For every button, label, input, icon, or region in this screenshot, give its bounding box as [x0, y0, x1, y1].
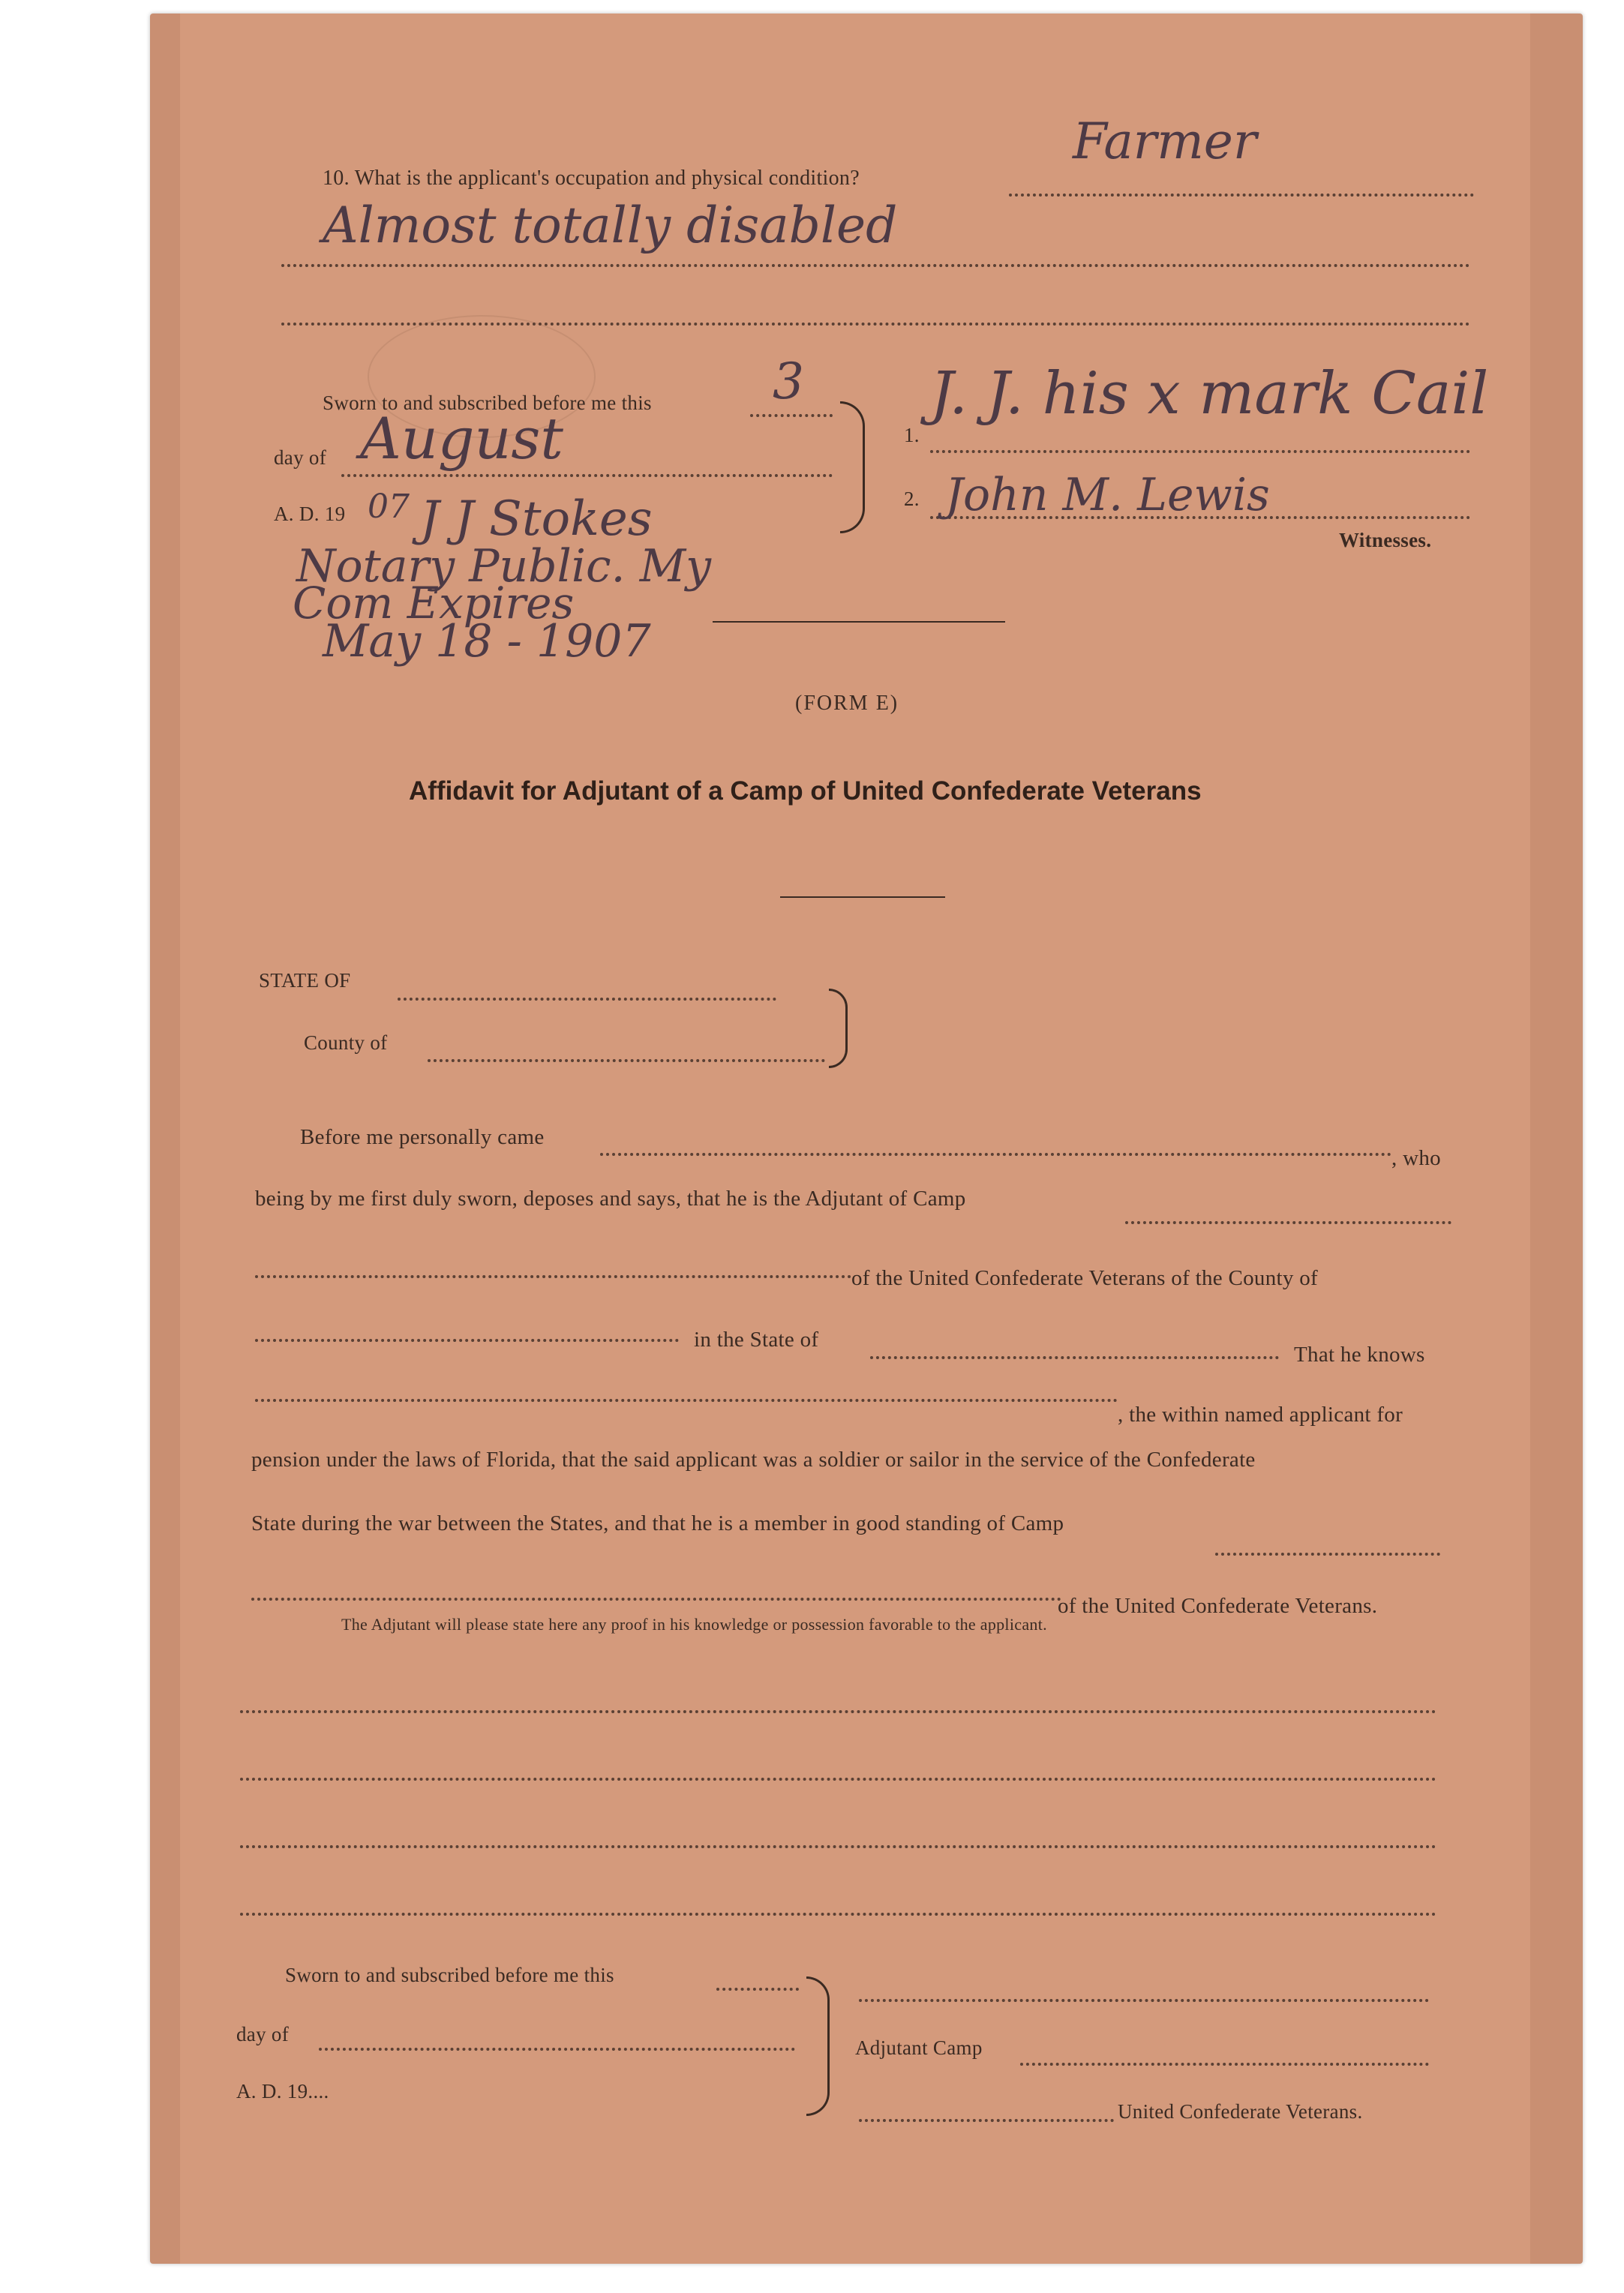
fill-line — [1125, 1221, 1451, 1224]
fill-line — [859, 2119, 1114, 2122]
adjutant-note: The Adjutant will please state here any proof in his knowledge or possession favorable to the applicant. — [341, 1615, 1047, 1634]
fill-line — [1020, 2063, 1429, 2066]
witness2-number: 2. — [904, 488, 920, 510]
notary-expiry: May 18 - 1907 — [323, 615, 651, 668]
fill-line — [1215, 1553, 1440, 1556]
day-of-label-top: day of — [274, 446, 327, 469]
witness1-number: 1. — [904, 424, 920, 446]
county-of-label: County of — [304, 1031, 388, 1054]
ad-label-bottom: A. D. 19.... — [236, 2080, 329, 2102]
state-of-label: STATE OF — [259, 969, 351, 992]
occupation-answer: Farmer — [1073, 113, 1257, 170]
sworn-day-value: 3 — [773, 353, 804, 410]
answer-line — [281, 264, 1470, 267]
proof-line-4 — [240, 1913, 1436, 1916]
fill-line — [716, 1988, 799, 1991]
p4-that-he-knows: That he knows — [1294, 1343, 1425, 1367]
fill-line — [319, 2048, 795, 2051]
p1-who: , who — [1391, 1146, 1441, 1170]
p7-good-standing: State during the war between the States, and that he is a member in good standing of Camp — [251, 1511, 1064, 1535]
proof-line-3 — [240, 1845, 1436, 1848]
fill-line — [251, 1598, 1061, 1601]
witnesses-label: Witnesses. — [1339, 529, 1432, 551]
condition-answer: Almost totally disabled — [323, 197, 898, 254]
day-of-label-bottom: day of — [236, 2023, 290, 2045]
year-value: 07 — [368, 488, 410, 526]
witness1-signature: J. J. his x mark Cail — [930, 360, 1489, 428]
p4-state-of: in the State of — [694, 1328, 819, 1352]
notary-title: Notary Public. My — [296, 540, 712, 593]
notary-signature: J J Stokes — [420, 491, 653, 547]
p1-before-me: Before me personally came — [300, 1125, 545, 1149]
fill-line — [341, 474, 833, 477]
form-e-label: (FORM E) — [795, 692, 899, 715]
ucv-signature-label: United Confederate Veterans. — [1118, 2100, 1363, 2123]
answer-line — [1009, 194, 1474, 197]
answer-line — [281, 323, 1470, 326]
p5-applicant: , the within named applicant for — [1118, 1403, 1403, 1427]
brace-state — [829, 989, 848, 1068]
p8-ucv: of the United Confederate Veterans. — [1058, 1594, 1378, 1618]
fill-line — [870, 1356, 1279, 1359]
p3-county-of: of the United Confederate Veterans of the County of — [851, 1266, 1318, 1290]
fill-line — [859, 1999, 1429, 2002]
form-e-title: Affidavit for Adjutant of a Camp of United Confederate Veterans — [409, 776, 1202, 806]
adjutant-camp-label: Adjutant Camp — [855, 2036, 983, 2059]
signature-rule — [713, 621, 1005, 623]
proof-line-1 — [240, 1710, 1436, 1713]
p6-pension: pension under the laws of Florida, that the said applicant was a soldier or sailor in the service of the Confederate — [251, 1448, 1256, 1472]
sworn-label-top: Sworn to and subscribed before me this — [323, 392, 652, 414]
fill-line — [255, 1275, 851, 1278]
fill-line — [398, 998, 776, 1001]
fill-line — [930, 450, 1470, 453]
fill-line — [428, 1059, 825, 1062]
proof-line-2 — [240, 1778, 1436, 1781]
witness2-signature: John M. Lewis — [945, 469, 1270, 521]
ad-label-top: A. D. 19 — [274, 503, 346, 525]
p2-adjutant-of-camp: being by me first duly sworn, deposes and says, that he is the Adjutant of Camp — [255, 1187, 966, 1211]
notary-commission: Com Expires — [293, 578, 575, 629]
fill-line — [750, 414, 833, 417]
brace-bottom — [806, 1976, 830, 2116]
title-rule — [780, 896, 945, 898]
brace-top — [840, 401, 865, 533]
fill-line — [255, 1399, 1118, 1402]
sworn-label-bottom: Sworn to and subscribed before me this — [285, 1964, 614, 1986]
question10-label: 10. What is the applicant's occupation and physical condition? — [323, 167, 860, 190]
fill-line — [600, 1153, 1391, 1156]
month-value: August — [360, 405, 563, 472]
fill-line — [255, 1339, 679, 1342]
